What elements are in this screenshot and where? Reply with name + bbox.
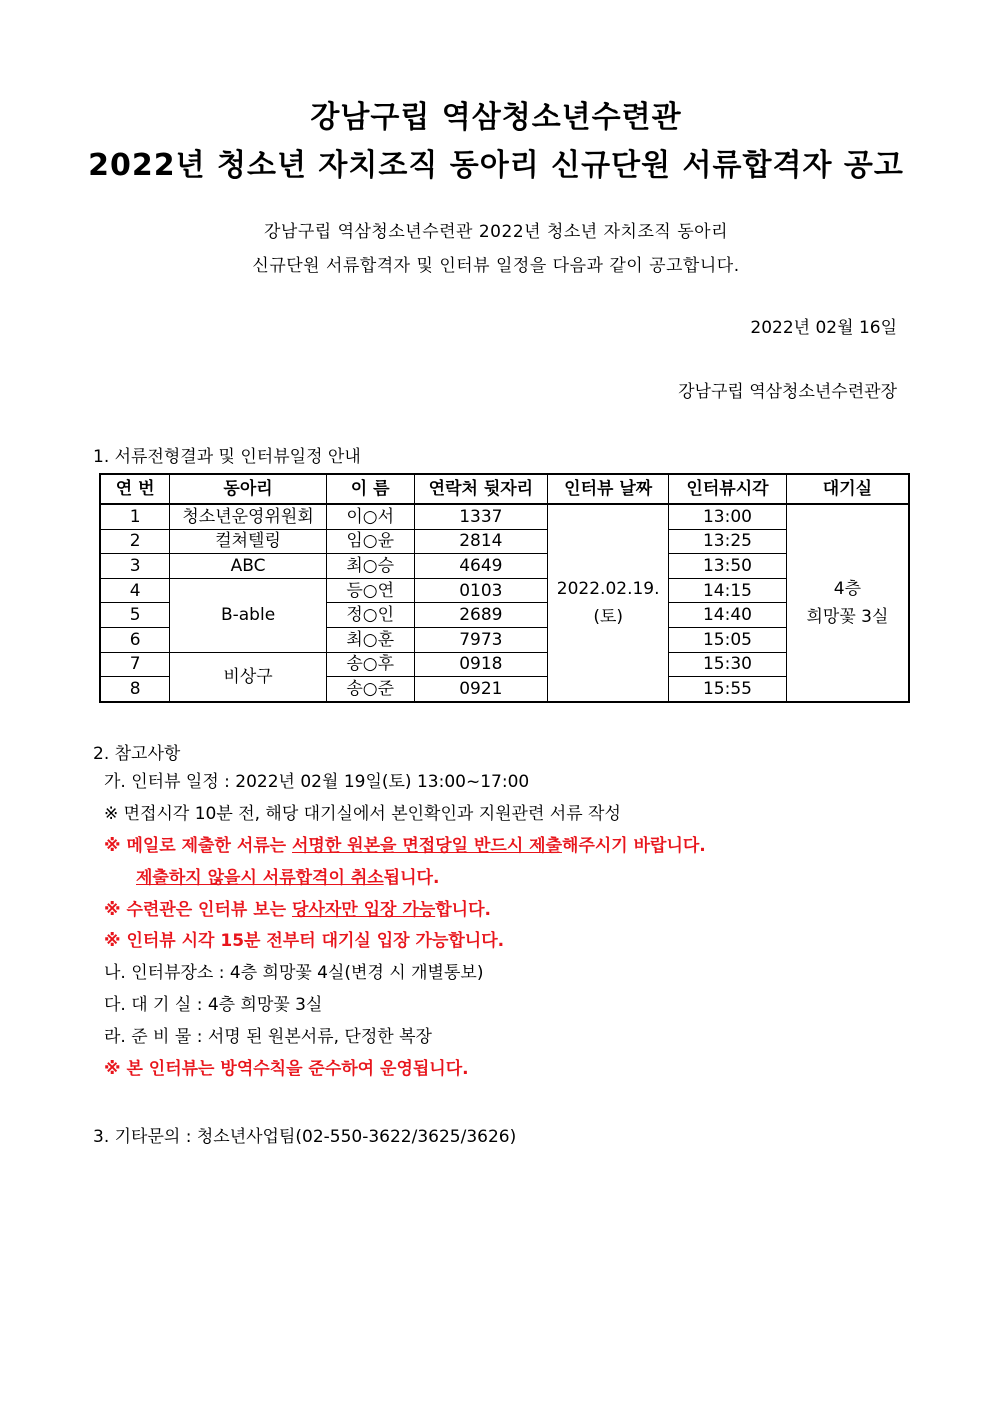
- room-name: 희망꽃 3실: [806, 606, 889, 627]
- table-header-row: [100, 474, 909, 504]
- cell-phone: 2689: [414, 603, 548, 628]
- notice-date: 2022년 02월 16일: [750, 318, 897, 338]
- notice-title: 강남구립 역삼청소년수련관: [310, 100, 682, 135]
- section2-heading: 2. 참고사항: [93, 744, 181, 764]
- cell-no: 3: [100, 554, 170, 579]
- note-text: 됩니다.: [383, 867, 440, 888]
- note-arrival: ※ 면접시각 10분 전, 해당 대기실에서 본인확인과 지원관련 서류 작성: [104, 803, 621, 824]
- cell-phone: 0103: [414, 578, 548, 603]
- header-name: 이 름: [326, 474, 414, 504]
- cell-club: 청소년운영위원회: [170, 504, 327, 529]
- schedule-table: [99, 473, 910, 703]
- issuing-organization: 강남구립 역삼청소년수련관장: [678, 382, 897, 402]
- cell-club: B-able: [170, 578, 327, 652]
- intro-line-1: 강남구립 역삼청소년수련관 2022년 청소년 자치조직 동아리: [264, 222, 728, 242]
- cell-time: 13:50: [669, 554, 787, 579]
- note-entry-restriction: [104, 895, 706, 927]
- cell-name: 송○후: [326, 652, 414, 677]
- interview-day-value: (토): [593, 606, 623, 627]
- cell-no: 1: [100, 504, 170, 529]
- cell-name: 임○윤: [326, 529, 414, 554]
- cell-club: ABC: [170, 554, 327, 579]
- note-text: 해주시기 바랍니다.: [562, 835, 706, 856]
- note-quarantine: ※ 본 인터뷰는 방역수칙을 준수하여 운영됩니다.: [104, 1059, 469, 1080]
- interview-location: 나. 인터뷰장소 : 4층 희망꽃 4실(변경 시 개별통보): [104, 963, 484, 984]
- cell-club: 컬쳐텔링: [170, 529, 327, 554]
- note-text: ※ 수련관은 인터뷰 보는: [104, 899, 292, 920]
- header-interview-date: 인터뷰 날짜: [548, 474, 669, 504]
- cell-interview-date: [548, 504, 669, 702]
- note-cancellation: [104, 863, 706, 895]
- cell-phone: 1337: [414, 504, 548, 529]
- cell-no: 5: [100, 603, 170, 628]
- note-underlined-text: 당사자만 입장 가능: [292, 899, 436, 920]
- note-underlined-text: 제출하지 않을시 서류합격이 취소: [136, 867, 384, 888]
- reference-notes: [104, 767, 706, 1086]
- cell-time: 13:00: [669, 504, 787, 529]
- cell-time: 15:05: [669, 627, 787, 652]
- preparation-items: 라. 준 비 물 : 서명 된 원본서류, 단정한 복장: [104, 1027, 432, 1048]
- cell-no: 2: [100, 529, 170, 554]
- note-text: ※ 메일로 제출한 서류는: [104, 835, 292, 856]
- cell-name: 정○인: [326, 603, 414, 628]
- cell-waiting-room: [786, 504, 909, 702]
- cell-phone: 0918: [414, 652, 548, 677]
- cell-no: 4: [100, 578, 170, 603]
- cell-phone: 4649: [414, 554, 548, 579]
- cell-phone: 2814: [414, 529, 548, 554]
- note-original-documents: [104, 831, 706, 863]
- cell-phone: 7973: [414, 627, 548, 652]
- cell-name: 송○준: [326, 677, 414, 702]
- cell-no: 8: [100, 677, 170, 702]
- cell-time: 14:40: [669, 603, 787, 628]
- notice-subtitle: 2022년 청소년 자치조직 동아리 신규단원 서류합격자 공고: [88, 148, 904, 183]
- cell-time: 14:15: [669, 578, 787, 603]
- cell-time: 15:30: [669, 652, 787, 677]
- cell-name: 최○훈: [326, 627, 414, 652]
- section1-heading: 1. 서류전형결과 및 인터뷰일정 안내: [93, 447, 361, 467]
- note-text: 합니다.: [435, 899, 491, 920]
- contact-info: 3. 기타문의 : 청소년사업팀(02-550-3622/3625/3626): [93, 1127, 517, 1147]
- cell-no: 7: [100, 652, 170, 677]
- room-floor: 4층: [833, 578, 862, 599]
- header-interview-time: 인터뷰시각: [669, 474, 787, 504]
- header-waiting-room: 대기실: [786, 474, 909, 504]
- header-no: 연 번: [100, 474, 170, 504]
- cell-name: 등○연: [326, 578, 414, 603]
- header-club: 동아리: [170, 474, 327, 504]
- intro-line-2: 신규단원 서류합격자 및 인터뷰 일정을 다음과 같이 공고합니다.: [252, 256, 740, 276]
- cell-time: 13:25: [669, 529, 787, 554]
- note-waiting-room-entry: ※ 인터뷰 시각 15분 전부터 대기실 입장 가능합니다.: [104, 931, 505, 952]
- note-underlined-text: 서명한 원본을 면접당일 반드시 제출: [292, 835, 563, 856]
- cell-phone: 0921: [414, 677, 548, 702]
- waiting-room: 다. 대 기 실 : 4층 희망꽃 3실: [104, 995, 323, 1016]
- cell-time: 15:55: [669, 677, 787, 702]
- cell-name: 이○서: [326, 504, 414, 529]
- table-row: [100, 504, 909, 529]
- interview-schedule: 가. 인터뷰 일정 : 2022년 02월 19일(토) 13:00~17:00: [104, 772, 530, 792]
- cell-name: 최○승: [326, 554, 414, 579]
- header-phone: 연락처 뒷자리: [414, 474, 548, 504]
- cell-no: 6: [100, 627, 170, 652]
- cell-club: 비상구: [170, 652, 327, 702]
- interview-date-value: 2022.02.19.: [556, 578, 660, 599]
